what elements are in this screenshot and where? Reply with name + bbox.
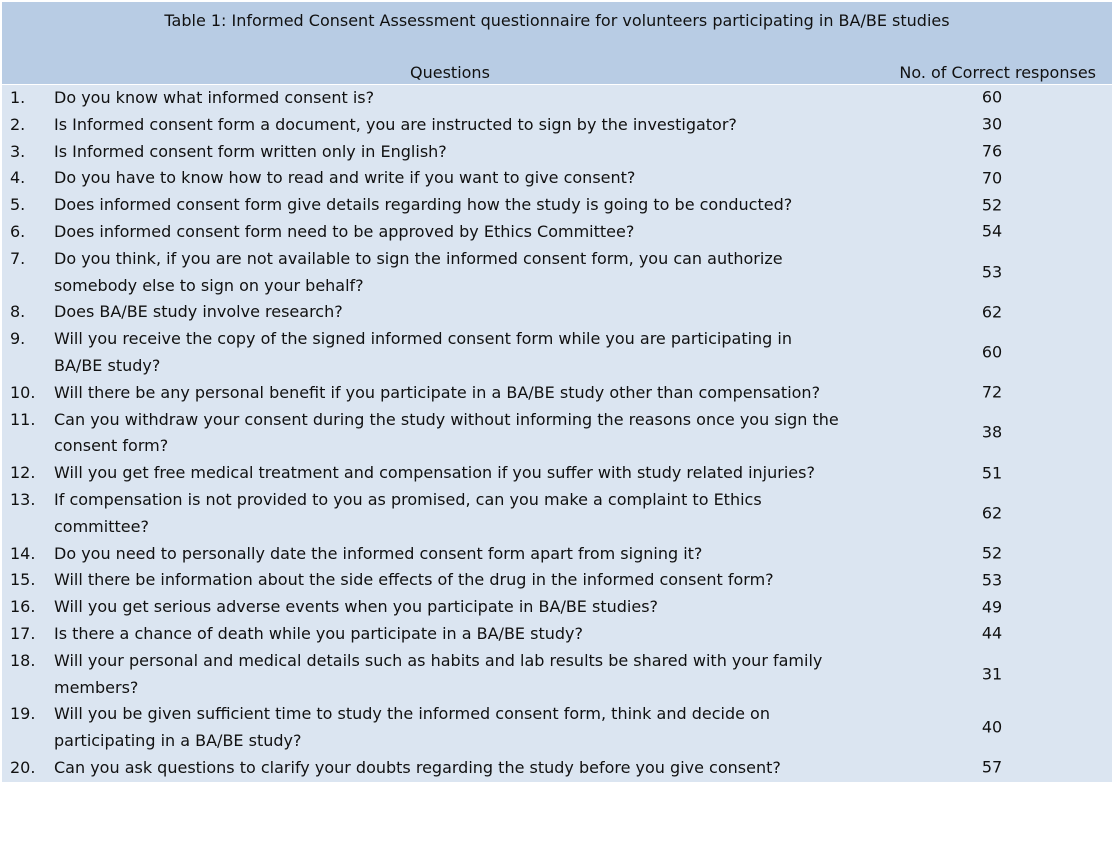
row-correct-count: 54 (981, 221, 1003, 241)
table-row (2, 139, 1112, 166)
row-number: 5. (10, 195, 26, 215)
table-row (2, 407, 1112, 461)
table-row (2, 246, 1112, 300)
table-body (2, 85, 1112, 782)
table-row (2, 755, 1112, 782)
row-question: Is Informed consent form a document, you are instructed to sign by the investigator? (54, 114, 737, 134)
row-number: 19. (10, 704, 36, 724)
row-number: 17. (10, 623, 36, 643)
row-question: Do you know what informed consent is? (54, 88, 375, 107)
row-number: 7. (10, 248, 26, 268)
row-number: 2. (10, 114, 26, 134)
table-row (2, 701, 1112, 755)
row-question: Will your personal and medical details such as habits and lab results be shared with your family members? (54, 650, 823, 697)
table-row (2, 541, 1112, 568)
table-row (2, 219, 1112, 246)
table-row (2, 85, 1112, 112)
row-question: Do you need to personally date the informed consent form apart from signing it? (54, 543, 703, 563)
row-correct-count: 49 (981, 597, 1003, 617)
row-question: Can you withdraw your consent during the study without informing the reasons once you sign the consent form? (54, 409, 839, 456)
row-number: 15. (10, 570, 36, 590)
row-question: Will you get free medical treatment and compensation if you suffer with study related injuries? (54, 463, 815, 483)
table-row (2, 299, 1112, 326)
row-correct-count: 44 (981, 623, 1003, 643)
table-title-band (2, 2, 1112, 62)
table-row (2, 648, 1112, 702)
row-question: Does informed consent form give details regarding how the study is going to be conducted? (54, 195, 793, 215)
row-number: 14. (10, 543, 36, 563)
row-number: 6. (10, 221, 26, 241)
row-number: 20. (10, 757, 36, 777)
row-correct-count: 40 (981, 717, 1003, 737)
row-number: 11. (10, 409, 36, 429)
row-question: Do you think, if you are not available to sign the informed consent form, you can authorize somebody else to sign on your behalf? (54, 248, 783, 295)
row-correct-count: 60 (981, 87, 1003, 107)
row-question: Is there a chance of death while you participate in a BA/BE study? (54, 623, 583, 643)
header-correct-responses: No. of Correct responses (899, 63, 1096, 82)
table-row (2, 165, 1112, 192)
row-correct-count: 53 (981, 570, 1003, 590)
row-correct-count: 38 (981, 422, 1003, 442)
row-correct-count: 62 (981, 503, 1003, 523)
table-row (2, 567, 1112, 594)
row-number: 4. (10, 168, 26, 188)
row-correct-count: 70 (981, 168, 1003, 188)
row-question: Does BA/BE study involve research? (54, 302, 343, 322)
table-row (2, 192, 1112, 219)
row-question: Will you receive the copy of the signed informed consent form while you are participating in BA/BE study? (54, 329, 792, 375)
row-question: Will there be information about the side effects of the drug in the informed consent form? (54, 570, 774, 590)
table-row (2, 621, 1112, 648)
row-number: 9. (10, 329, 26, 349)
row-question: Does informed consent form need to be approved by Ethics Committee? (54, 221, 635, 241)
row-correct-count: 76 (981, 141, 1003, 161)
row-question: If compensation is not provided to you as promised, can you make a complaint to Ethics committee? (54, 489, 762, 536)
row-correct-count: 53 (981, 262, 1003, 282)
table-title: Table 1: Informed Consent Assessment questionnaire for volunteers participating in BA/BE studies (164, 11, 950, 30)
row-correct-count: 72 (981, 382, 1003, 402)
row-correct-count: 57 (981, 757, 1003, 777)
row-number: 3. (10, 141, 26, 161)
row-question: Do you have to know how to read and write if you want to give consent? (54, 168, 636, 188)
row-number: 8. (10, 302, 26, 322)
table-row (2, 487, 1112, 541)
row-correct-count: 52 (981, 543, 1003, 563)
row-number: 1. (10, 88, 26, 107)
row-number: 12. (10, 463, 36, 483)
row-correct-count: 62 (981, 302, 1003, 322)
header-questions: Questions (410, 63, 490, 82)
row-correct-count: 31 (981, 664, 1003, 684)
row-question: Will you be given sufficient time to study the informed consent form, think and decide on participating in a BA/BE study? (54, 704, 770, 751)
row-correct-count: 51 (981, 463, 1003, 483)
row-number: 16. (10, 597, 36, 617)
consent-table (2, 2, 1112, 782)
row-correct-count: 52 (981, 195, 1003, 215)
table-row (2, 594, 1112, 621)
table-row (2, 112, 1112, 139)
row-number: 18. (10, 650, 36, 670)
row-question: Can you ask questions to clarify your doubts regarding the study before you give consent? (54, 757, 781, 777)
table-row (2, 380, 1112, 407)
row-question: Will there be any personal benefit if you participate in a BA/BE study other than compensation? (54, 382, 821, 402)
table-row (2, 326, 1112, 380)
row-number: 10. (10, 382, 36, 402)
table-header-row (2, 62, 1112, 85)
row-number: 13. (10, 489, 36, 509)
table-row (2, 460, 1112, 487)
row-correct-count: 60 (981, 342, 1003, 362)
row-correct-count: 30 (981, 114, 1003, 134)
row-question: Will you get serious adverse events when you participate in BA/BE studies? (54, 597, 659, 617)
row-question: Is Informed consent form written only in English? (54, 141, 447, 161)
